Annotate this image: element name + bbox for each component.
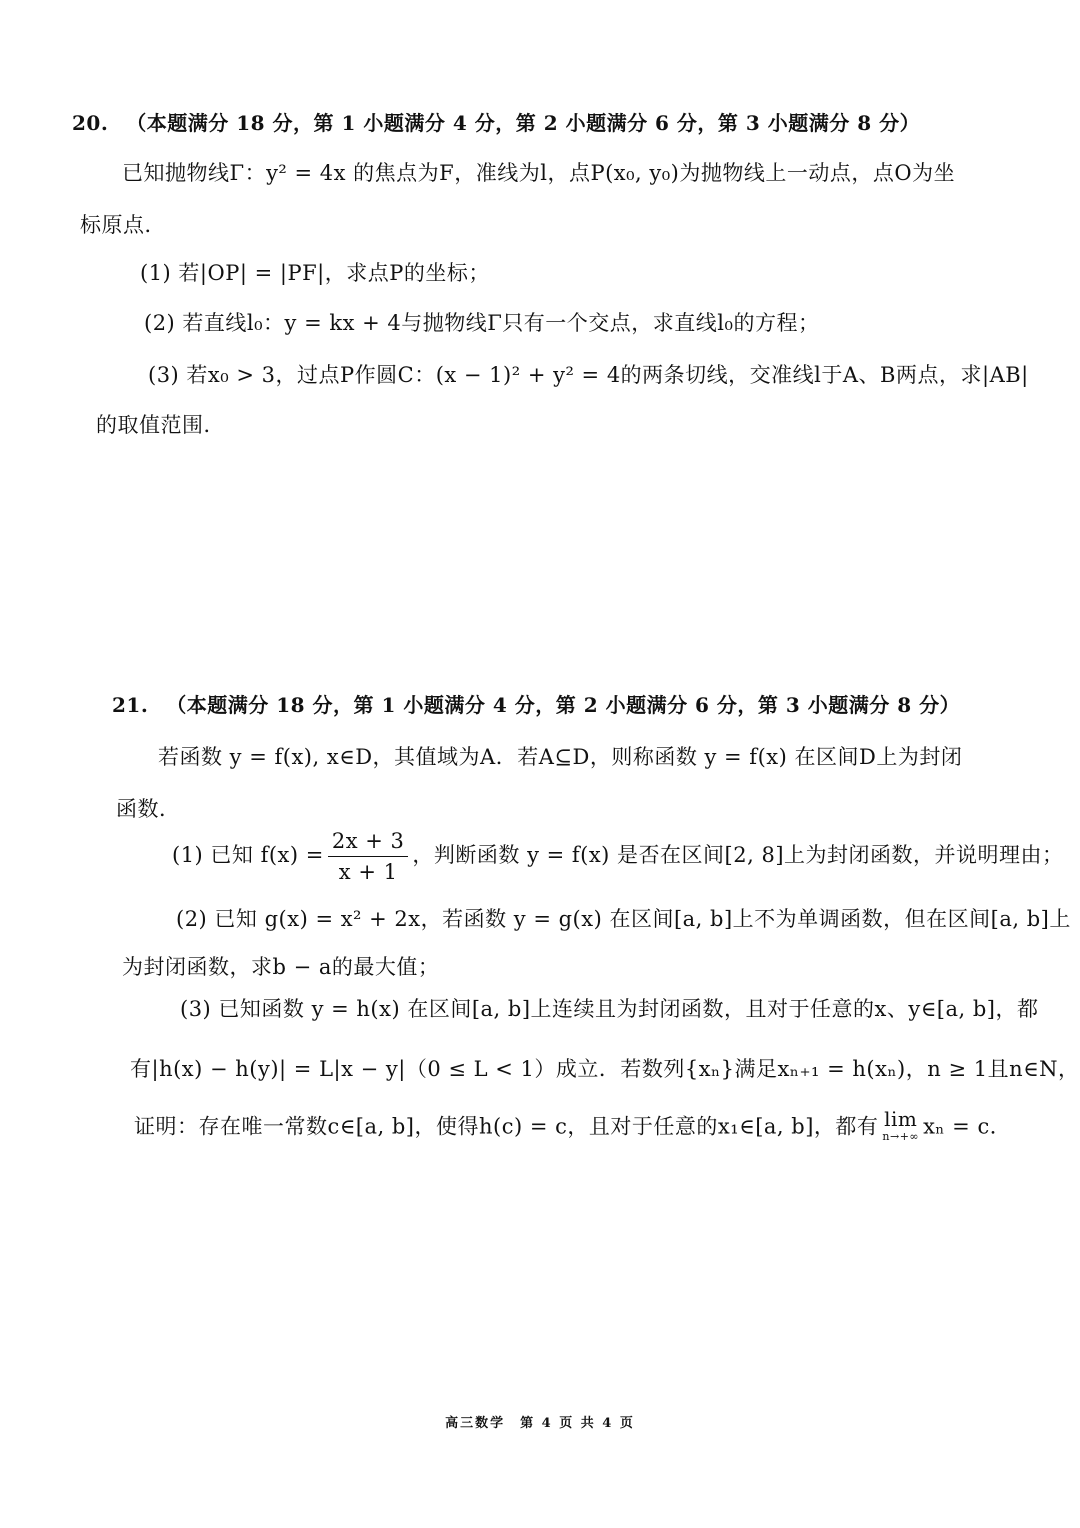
fraction-denominator: x + 1 [338,860,398,884]
q21-part3-line1: (3) 已知函数 y = h(x) 在区间[a, b]上连续且为封闭函数，且对于任意的x、y∈[a, b]，都 [180,997,1039,1021]
q21-part3-line3-prefix: 证明：存在唯一常数c∈[a, b]，使得h(c) = c，且对于任意的x₁∈[a, b]，都有 [134,1114,879,1139]
q21-header-text: （本题满分 18 分，第 1 小题满分 4 分，第 2 小题满分 6 分，第 3 小题满分 8 分） [166,693,961,717]
page-footer: 高三数学 第 4 页 共 4 页 [445,1416,635,1431]
q21-part1-fraction [328,826,409,887]
q20-stem-line1: 已知抛物线Γ：y² = 4x 的焦点为F，准线为l，点P(x₀, y₀)为抛物线上一动点，点O为坐 [122,161,956,185]
q21-part1 [172,826,1064,887]
q21-stem-line2: 函数． [116,797,181,821]
q20-header-text: （本题满分 18 分，第 1 小题满分 4 分，第 2 小题满分 6 分，第 3 小题满分 8 分） [126,111,921,135]
q20-number: 20. [72,111,109,135]
limit-operator [882,1107,920,1146]
q20-part2: (2) 若直线l₀：y = kx + 4与抛物线Γ只有一个交点，求直线l₀的方程； [144,311,820,335]
q21-stem-line1: 若函数 y = f(x), x∈D，其值域为A．若A⊆D，则称函数 y = f(x) 在区间D上为封闭 [158,745,963,769]
q21-part1-prefix: (1) 已知 f(x) = [172,843,324,867]
q21-part1-suffix: ，判断函数 y = f(x) 是否在区间[2, 8]上为封闭函数，并说明理由； [412,843,1064,867]
q20-part1: (1) 若|OP| = |PF|，求点P的坐标； [140,261,490,285]
q20-stem-line2: 标原点． [80,213,166,237]
q21-header [112,690,960,720]
q20-part3-line1: (3) 若x₀ > 3，过点P作圆C：(x − 1)² + y² = 4的两条切线，交准线l于A、B两点，求|AB| [148,363,1029,387]
limit-word: lim [884,1107,918,1131]
q21-part2-line1: (2) 已知 g(x) = x² + 2x，若函数 y = g(x) 在区间[a, b]上不为单调函数，但在区间[a, b]上 [176,907,1071,931]
q21-part3-line3-suffix: xₙ = c． [923,1114,1012,1139]
q21-part2-line2: 为封闭函数，求b − a的最大值； [122,955,440,979]
q20-part3-line2: 的取值范围． [96,413,225,437]
q21-number: 21. [112,693,149,717]
fraction-numerator: 2x + 3 [328,826,409,857]
limit-subscript: n→+∞ [882,1130,920,1143]
q20-header [72,108,920,138]
q21-part3-line2: 有|h(x) − h(y)| = L|x − y|（0 ≤ L < 1）成立．若数列{xₙ}满足xₙ₊₁ = h(xₙ)，n ≥ 1且n∈N， [130,1057,1080,1081]
q21-part3-line3 [134,1107,1012,1146]
